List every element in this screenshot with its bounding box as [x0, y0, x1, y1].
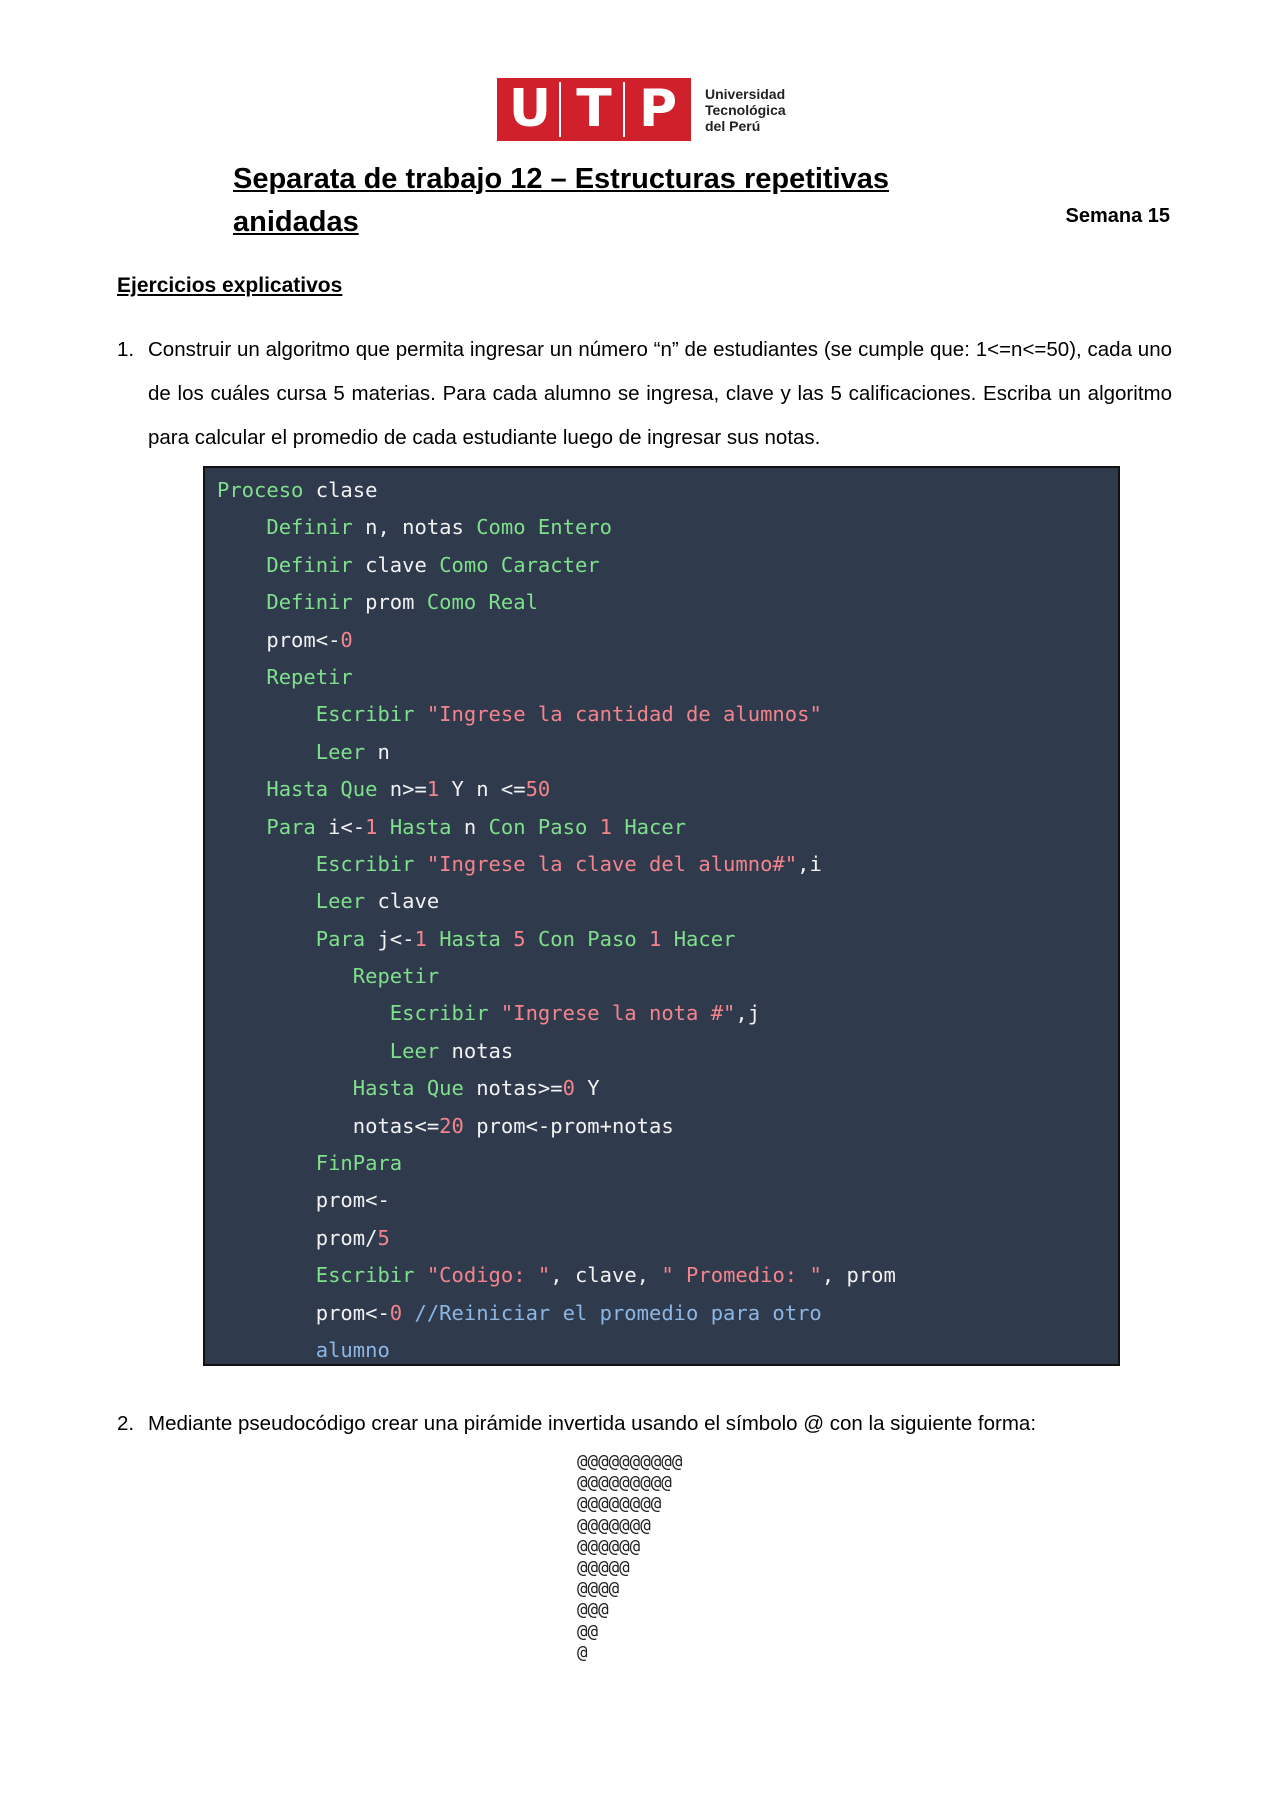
code-token: "Codigo: "	[426, 1263, 551, 1288]
document-title	[233, 158, 933, 244]
code-token: Escribir	[315, 702, 415, 727]
code-token	[402, 1301, 414, 1325]
code-token: Como Caracter	[439, 552, 600, 577]
code-token	[637, 927, 649, 951]
code-line	[217, 1332, 1118, 1369]
code-line	[217, 509, 1118, 546]
logo-text-line: Tecnológica	[705, 101, 786, 118]
code-token	[217, 964, 353, 988]
code-token: 1	[365, 814, 378, 839]
code-token: n, notas	[352, 515, 477, 540]
code-token: clase	[303, 478, 378, 502]
code-line	[217, 921, 1118, 958]
code-token	[217, 927, 316, 951]
exercise-2	[117, 1402, 1172, 1446]
exercise-1	[117, 328, 1172, 460]
code-token	[217, 1001, 390, 1025]
logo-university-name	[705, 86, 786, 134]
code-line	[217, 622, 1118, 659]
code-token: notas>=	[463, 1076, 563, 1101]
code-token: prom<-	[217, 627, 341, 652]
exercise-number: 2.	[117, 1412, 135, 1435]
code-token: Leer	[315, 889, 366, 914]
code-token: Repetir	[352, 964, 440, 989]
utp-logo	[497, 78, 786, 141]
code-token	[217, 852, 316, 876]
code-token: prom	[352, 590, 427, 615]
code-line	[217, 584, 1118, 621]
code-token: "Ingrese la cantidad de alumnos"	[426, 702, 822, 727]
code-token: alumno	[315, 1337, 390, 1362]
week-label: Semana 15	[1065, 205, 1170, 227]
pyramid-row: @@@@@@@@@@	[577, 1452, 683, 1472]
code-token: prom<-	[217, 1300, 390, 1325]
code-token: " Promedio: "	[661, 1263, 822, 1288]
code-token: 5	[513, 926, 526, 951]
code-token	[217, 1263, 316, 1287]
code-token: Y	[574, 1076, 600, 1101]
code-line	[217, 696, 1118, 733]
logo-text-line: Universidad	[705, 85, 786, 102]
logo-text-line: del Perú	[705, 117, 761, 134]
code-token: 50	[525, 777, 551, 802]
exercise-text: Mediante pseudocódigo crear una pirámide invertida usando el símbolo @ con la siguiente forma:	[148, 1412, 1037, 1435]
code-line	[217, 1070, 1118, 1107]
code-line	[217, 1257, 1118, 1294]
code-token: FinPara	[315, 1151, 403, 1176]
code-token: Definir	[266, 515, 353, 540]
code-token: Hasta	[439, 926, 501, 951]
code-token: Con Paso	[537, 926, 637, 951]
code-token	[217, 1039, 390, 1063]
code-token: Como Entero	[476, 515, 612, 540]
code-token: Definir	[266, 552, 353, 577]
code-token: Hacer	[673, 926, 736, 951]
pyramid-row: @@@	[577, 1600, 609, 1621]
code-token	[427, 927, 439, 951]
code-token: prom<-prom+notas	[463, 1113, 674, 1138]
code-line	[217, 472, 1118, 509]
inverted-pyramid	[577, 1452, 682, 1664]
code-token	[501, 927, 513, 951]
code-token	[415, 852, 427, 876]
code-token: Leer	[389, 1038, 440, 1063]
code-token: Para	[266, 814, 316, 839]
code-token: Para	[315, 926, 366, 951]
code-line	[217, 1108, 1118, 1145]
code-token: prom<-	[217, 1188, 390, 1213]
code-token: , prom	[821, 1263, 896, 1288]
code-line	[217, 846, 1118, 883]
code-token	[217, 1151, 316, 1175]
code-line	[217, 1220, 1118, 1257]
code-token: ,i	[797, 851, 822, 876]
code-token: Hasta Que	[352, 1076, 464, 1101]
code-token: Escribir	[315, 1263, 415, 1288]
code-token: notas<=	[217, 1113, 440, 1138]
code-token: Leer	[315, 739, 366, 764]
code-line	[217, 1295, 1118, 1332]
code-token: Hasta	[389, 814, 452, 839]
pyramid-row: @@@@@@@@	[577, 1494, 662, 1515]
code-token: Hasta Que	[266, 777, 378, 802]
code-token: Hacer	[624, 814, 687, 839]
code-line	[217, 958, 1118, 995]
code-token	[217, 777, 266, 801]
code-line	[217, 1033, 1118, 1070]
exercise-number: 1.	[117, 338, 135, 361]
code-token	[217, 815, 266, 839]
code-token	[217, 665, 266, 689]
code-token: "Ingrese la clave del alumno#"	[426, 851, 798, 876]
document-title-line-2: anidadas	[233, 206, 359, 238]
code-token: 20	[439, 1113, 464, 1138]
pyramid-row: @@@@@	[577, 1558, 630, 1579]
code-token: Proceso	[217, 478, 304, 502]
code-line	[217, 883, 1118, 920]
code-token: 5	[377, 1225, 390, 1250]
code-token: Y n <=	[439, 777, 526, 802]
code-line	[217, 809, 1118, 846]
code-token: 1	[426, 777, 440, 802]
code-token: notas	[439, 1038, 514, 1063]
code-token	[217, 1076, 353, 1100]
code-token: n>=	[377, 777, 427, 802]
logo-letter-t: T	[565, 82, 625, 137]
logo-letter-p: P	[629, 82, 687, 137]
code-token: j<-	[365, 926, 415, 951]
code-line	[217, 995, 1118, 1032]
logo-letters-block	[497, 78, 691, 141]
code-token	[415, 702, 427, 726]
code-token	[217, 553, 266, 577]
code-token: 1	[599, 814, 612, 839]
exercise-text: Construir un algoritmo que permita ingresar un número “n” de estudiantes (se cumple que: 1<=n<=50), cada uno de los cuáles cursa 5 materias. Para cada alumno se ingresa, clave y las 5 calificaciones. Escriba un algoritmo para calcular el promedio de cada estudiante luego de ingresar sus notas.	[148, 338, 1172, 449]
code-line	[217, 1145, 1118, 1182]
code-token: Como Real	[426, 590, 538, 615]
code-token	[217, 889, 316, 913]
code-token	[217, 1338, 316, 1362]
code-token: prom/	[217, 1225, 378, 1250]
code-token	[217, 515, 266, 539]
code-token: //Reiniciar el promedio para otro	[414, 1300, 822, 1325]
code-token: 1	[414, 926, 427, 951]
code-token: Escribir	[389, 1001, 489, 1026]
code-token: i<-	[315, 814, 366, 839]
code-token: 0	[340, 627, 353, 652]
code-token: 0	[562, 1076, 575, 1101]
code-token	[612, 815, 624, 839]
code-token: n	[451, 814, 489, 839]
pyramid-row: @@@@@@	[577, 1536, 641, 1557]
code-token: , clave,	[550, 1263, 662, 1288]
code-token: Repetir	[266, 664, 353, 689]
pyramid-row: @@	[577, 1621, 599, 1642]
code-token: Escribir	[315, 851, 415, 876]
code-token	[489, 1001, 501, 1025]
code-line	[217, 547, 1118, 584]
code-token	[217, 740, 316, 764]
code-token	[587, 815, 599, 839]
code-token: Definir	[266, 590, 353, 615]
logo-letter-u: U	[501, 82, 561, 137]
code-token: Con Paso	[488, 814, 588, 839]
code-line	[217, 1182, 1118, 1219]
code-token	[377, 815, 389, 839]
code-token	[526, 927, 538, 951]
code-token: n	[365, 739, 390, 764]
code-line	[217, 771, 1118, 808]
document-title-line-1: Separata de trabajo 12 – Estructuras repetitivas	[233, 163, 890, 195]
code-token	[415, 1263, 427, 1287]
code-line	[217, 659, 1118, 696]
pyramid-row: @	[577, 1642, 588, 1663]
pseudocode-block	[203, 466, 1120, 1366]
code-line	[217, 734, 1118, 771]
code-token	[217, 590, 266, 614]
pyramid-row: @@@@	[577, 1579, 620, 1600]
code-token: clave	[365, 889, 440, 914]
code-token	[661, 927, 673, 951]
code-token	[217, 702, 316, 726]
code-token: 0	[389, 1300, 403, 1325]
code-token: ,j	[735, 1001, 761, 1026]
section-heading: Ejercicios explicativos	[117, 274, 343, 297]
code-token: "Ingrese la nota #"	[500, 1001, 736, 1026]
pyramid-row: @@@@@@@	[577, 1515, 651, 1536]
code-token: clave	[352, 552, 440, 577]
code-token: 1	[649, 926, 662, 951]
pyramid-row: @@@@@@@@@	[577, 1473, 672, 1494]
